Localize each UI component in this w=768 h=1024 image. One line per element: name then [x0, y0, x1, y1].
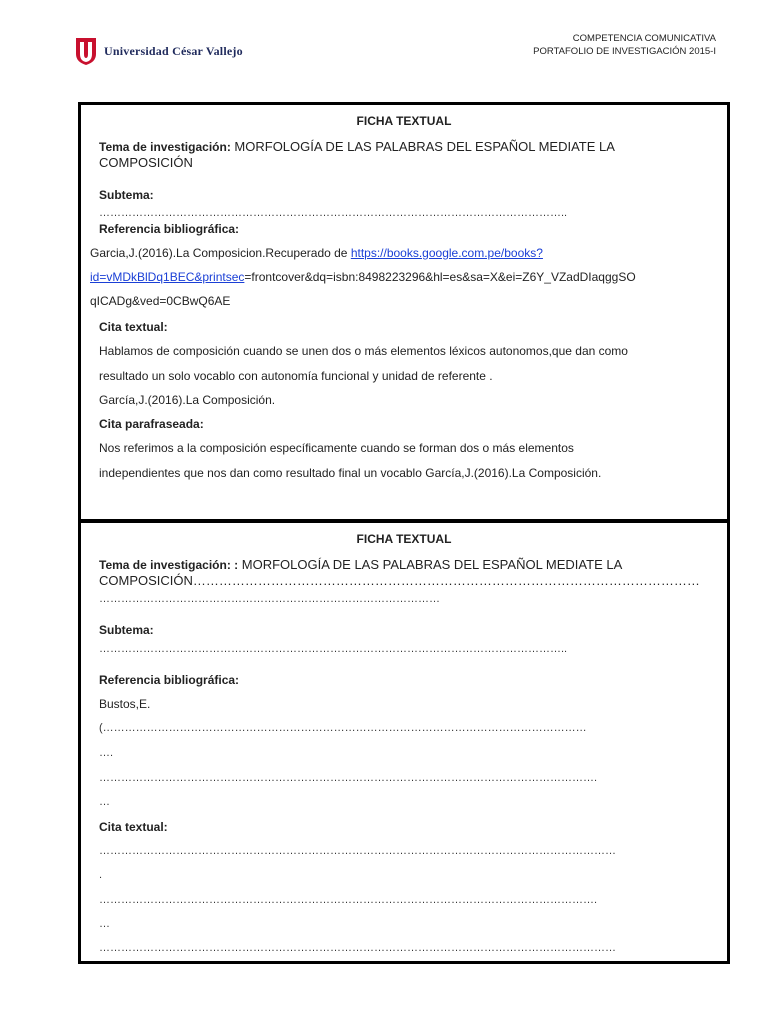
cita-textual-line-1: …………………………………………………………………………………………………………………………… — [99, 845, 616, 857]
tema-label: Tema de investigación: : — [99, 558, 239, 572]
cita-textual-line-3: García,J.(2016).La Composición. — [99, 393, 276, 407]
tema-row — [99, 556, 622, 574]
cita-parafraseada-line-1: Nos referimos a la composición específicamente cuando se forman dos o más elementos — [99, 441, 574, 455]
cita-parafraseada-label: Cita parafraseada: — [99, 417, 204, 431]
referencia-label: Referencia bibliográfica: — [99, 222, 240, 236]
referencia-label: Referencia bibliográfica: — [99, 673, 240, 687]
subtema-label: Subtema: — [99, 188, 154, 202]
subtema-dots: ……………………………………………………………………………………………………………….. — [99, 207, 568, 219]
referencia-link-cont[interactable]: id=vMDkBlDq1BEC&printsec — [90, 270, 245, 284]
referencia-line-3: …. — [99, 747, 114, 759]
referencia-line-1 — [90, 246, 543, 260]
cita-textual-line-3: ………………………………………………………………………………………………………………………. — [99, 894, 598, 906]
referencia-line-2: (…………………………………………………………………………………………………………………… — [99, 722, 587, 734]
ficha-textual-card-1 — [78, 102, 730, 522]
tema-label: Tema de investigación: — [99, 140, 231, 154]
cita-textual-line-4: … — [99, 918, 110, 930]
tema-value-cont: COMPOSICIÓN — [99, 155, 193, 170]
referencia-line-5: … — [99, 796, 110, 808]
tema-row — [99, 138, 615, 156]
referencia-line-4: ………………………………………………………………………………………………………………………. — [99, 772, 598, 784]
header-portfolio: PORTAFOLIO DE INVESTIGACIÓN 2015-I — [533, 46, 716, 57]
university-logo — [74, 36, 243, 66]
ficha-textual-card-2 — [78, 520, 730, 964]
tema-value-cont: COMPOSICIÓN……………………………………………………………………………………………………… — [99, 573, 700, 588]
header-info — [533, 32, 716, 58]
referencia-line-1: Bustos,E. — [99, 697, 151, 711]
card-title: FICHA TEXTUAL — [356, 114, 452, 128]
referencia-suffix: =frontcover&dq=isbn:8498223296&hl=es&sa=X&ei=Z6Y_VZadDIaqggSO — [244, 270, 636, 284]
subtema-dots: ……………………………………………………………………………………………………………….. — [99, 643, 568, 655]
tema-dots: ………………………………………………………………………………… — [99, 593, 440, 605]
university-name: Universidad César Vallejo — [104, 43, 243, 58]
header-course: COMPETENCIA COMUNICATIVA — [572, 33, 716, 44]
tema-value: MORFOLOGÍA DE LAS PALABRAS DEL ESPAÑOL MEDIATE LA — [238, 557, 623, 572]
cita-textual-label: Cita textual: — [99, 820, 168, 834]
referencia-line-2 — [90, 270, 636, 284]
cita-textual-label: Cita textual: — [99, 320, 168, 334]
university-shield-icon — [74, 36, 98, 66]
cita-textual-line-5: …………………………………………………………………………………………………………………………… — [99, 942, 616, 954]
referencia-line-3: qICADg&ved=0CBwQ6AE — [90, 294, 231, 308]
referencia-prefix: Garcia,J.(2016).La Composicion.Recuperado de — [90, 246, 351, 260]
page-header — [0, 0, 768, 90]
referencia-link[interactable]: https://books.google.com.pe/books? — [350, 246, 543, 260]
subtema-label: Subtema: — [99, 623, 154, 637]
cita-textual-line-2: resultado un solo vocablo con autonomía funcional y unidad de referente . — [99, 369, 493, 383]
card-title: FICHA TEXTUAL — [356, 532, 452, 546]
tema-value: MORFOLOGÍA DE LAS PALABRAS DEL ESPAÑOL MEDIATE LA — [230, 139, 615, 154]
cita-textual-line-1: Hablamos de composición cuando se unen dos o más elementos léxicos autonomos,que dan como — [99, 344, 628, 358]
cita-textual-line-2: . — [99, 869, 103, 881]
cita-parafraseada-line-2: independientes que nos dan como resultado final un vocablo García,J.(2016).La Composición. — [99, 466, 602, 480]
